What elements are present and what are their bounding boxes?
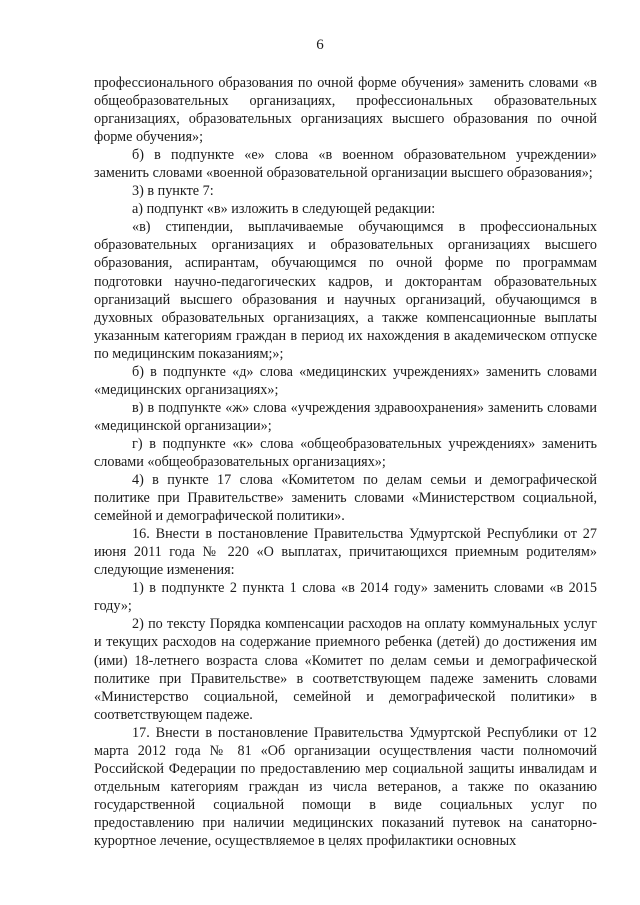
paragraph-continuation: профессионального образования по очной форме обучения» заменить словами «в общеобразовательных организациях, профессиональных образовательных организациях, образовательных организациях высшего образования по очной форме обучения»; — [94, 75, 597, 146]
paragraph-item-3: 3) в пункте 7: — [132, 183, 214, 200]
paragraph-subitem-a: а) подпункт «в» изложить в следующей редакции: — [132, 201, 436, 218]
paragraph-item-4: 4) в пункте 17 слова «Комитетом по делам семьи и демографической политике при Правительстве» заменить словами «Министерством социальной, семейной и демографической политики». — [94, 472, 597, 525]
paragraph-16-item-2: 2) по тексту Порядка компенсации расходов на оплату коммунальных услуг и текущих расходов на содержание приемного ребенка (детей) до достижения им (ими) 18-летнего возраста слова «Комитет по делам семьи и демографической политике при Правительстве» в соответствующем падеже заменить словами «Министерство социальной, семейной и демографической политики» в соответствующем падеже. — [94, 616, 597, 723]
paragraph-16-item-1: 1) в подпункте 2 пункта 1 слова «в 2014 году» заменить словами «в 2015 году»; — [94, 580, 597, 615]
paragraph-subitem-b-e: б) в подпункте «е» слова «в военном образовательном учреждении» заменить словами «военной образовательной организации высшего образования»; — [94, 147, 597, 182]
paragraph-quoted-stipends: «в) стипендии, выплачиваемые обучающимся в профессиональных образовательных организациях и образовательных организациях высшего образования, аспирантам, обучающимся по очной форме по программам подготовки научно-педагогических кадров, и докторантам образовательных организаций высшего образования и научных организаций, обучающимся в духовных образовательных организациях, а также компенсационные выплаты указанным категориям граждан в период их нахождения в академическом отпуске по медицинским показаниям;»; — [94, 219, 597, 362]
page-number: 6 — [316, 37, 324, 53]
paragraph-subitem-g: г) в подпункте «к» слова «общеобразовательных учреждениях» заменить словами «общеобразовательных организациях»; — [94, 435, 597, 470]
paragraph-subitem-b-d: б) в подпункте «д» слова «медицинских учреждениях» заменить словами «медицинских организациях»; — [94, 363, 597, 398]
paragraph-subitem-v: в) в подпункте «ж» слова «учреждения здравоохранения» заменить словами «медицинской организации»; — [94, 399, 597, 434]
paragraph-section-16: 16. Внести в постановление Правительства Удмуртской Республики от 27 июня 2011 года № 220 «О выплатах, причитающихся приемным родителям» следующие изменения: — [94, 526, 597, 579]
paragraph-section-17: 17. Внести в постановление Правительства Удмуртской Республики от 12 марта 2012 года № 81 «Об организации осуществления части полномочий Российской Федерации по предоставлению мер социальной защиты инвалидам и отдельным категориям граждан из числа ветеранов, а также по оказанию государственной социальной помощи в виде социальных услуг по предоставлению при наличии медицинских показаний путевок на санаторно-курортное лечение, осуществляемое в целях профилактики основных — [94, 724, 597, 849]
document-body — [94, 74, 597, 850]
